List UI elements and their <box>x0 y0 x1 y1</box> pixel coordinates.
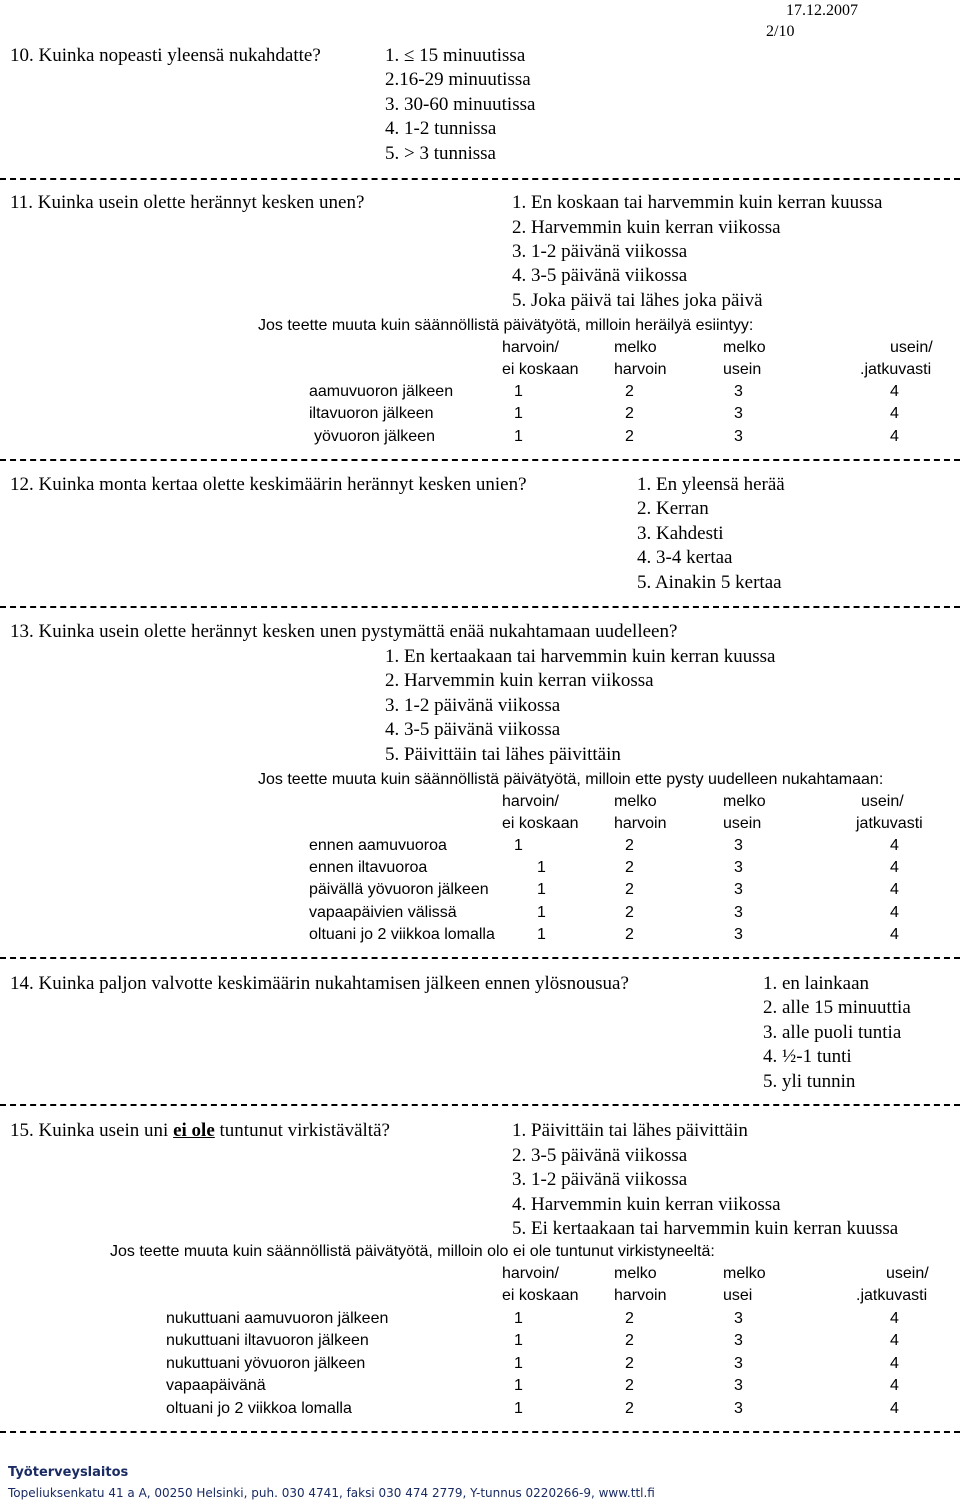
q15-row-value: 3 <box>734 1332 743 1349</box>
q13-col1-header-line2: ei koskaan <box>502 815 579 832</box>
document-date: 17.12.2007 <box>786 2 858 19</box>
q15-col4-header-line2: .jatkuvasti <box>856 1287 928 1304</box>
q15-row-value: 3 <box>734 1377 743 1394</box>
q11-option-5: 5. Joka päivä tai lähes joka päivä <box>512 290 763 311</box>
footer-address: Topeliuksenkatu 41 a A, 00250 Helsinki, puh. 030 4741, faksi 030 474 2779, Y-tunnus 0220266-9, www.ttl.fi <box>8 1486 655 1500</box>
q15-row-value: 2 <box>625 1310 634 1327</box>
q11-row-value: 4 <box>890 428 899 445</box>
q15-row-value: 4 <box>890 1377 899 1394</box>
q12-option-4: 4. 3-4 kertaa <box>637 547 733 568</box>
q10-option-1: 1. ≤ 15 minuutissa <box>385 45 526 66</box>
q10-option-4: 4. 1-2 tunnissa <box>385 118 497 139</box>
q11-col4-header-line2: .jatkuvasti <box>860 361 932 378</box>
q15-row-value: 2 <box>625 1355 634 1372</box>
q11-col2-header-line2: harvoin <box>614 361 667 378</box>
q13-row-value: 2 <box>625 904 634 921</box>
q11-col2-header-line1: melko <box>614 339 657 356</box>
q13-col4-header-line2: jatkuvasti <box>856 815 923 832</box>
q11-row-value: 4 <box>890 383 899 400</box>
q13-row-label: vapaapäivien välissä <box>309 904 457 921</box>
q13-option-3: 3. 1-2 päivänä viikossa <box>385 695 561 716</box>
q15-row-value: 3 <box>734 1310 743 1327</box>
q15-row-value: 4 <box>890 1355 899 1372</box>
q13-row-value: 2 <box>625 859 634 876</box>
q11-row-value: 3 <box>734 383 743 400</box>
q10-option-2: 2.16-29 minuutissa <box>385 69 531 90</box>
q13-row-value: 2 <box>625 926 634 943</box>
q15-row-value: 3 <box>734 1400 743 1417</box>
q15-row-label: oltuani jo 2 viikkoa lomalla <box>166 1400 352 1417</box>
q15-row-value: 3 <box>734 1355 743 1372</box>
footer-organization: Työterveyslaitos <box>8 1465 129 1480</box>
q13-option-2: 2. Harvemmin kuin kerran viikossa <box>385 670 654 691</box>
question-13: 13. Kuinka usein olette herännyt kesken unen pystymättä enää nukahtamaan uudelleen? <box>10 621 678 642</box>
q11-col4-header-line1: usein/ <box>890 339 933 356</box>
q13-row-value: 3 <box>734 837 743 854</box>
q15-col2-header-line2: harvoin <box>614 1287 667 1304</box>
q13-option-1: 1. En kertaakaan tai harvemmin kuin kerran kuussa <box>385 646 776 667</box>
section-divider <box>0 178 960 180</box>
q13-row-value: 2 <box>625 837 634 854</box>
q13-option-5: 5. Päivittäin tai lähes päivittäin <box>385 744 621 765</box>
q13-col2-header-line1: melko <box>614 793 657 810</box>
q15-option-3: 3. 1-2 päivänä viikossa <box>512 1169 688 1190</box>
q13-row-value: 4 <box>890 881 899 898</box>
q11-option-1: 1. En koskaan tai harvemmin kuin kerran kuussa <box>512 192 883 213</box>
q13-col4-header-line1: usein/ <box>861 793 904 810</box>
q15-col1-header-line1: harvoin/ <box>502 1265 559 1282</box>
q15-row-value: 2 <box>625 1332 634 1349</box>
q11-row-value: 4 <box>890 405 899 422</box>
q13-col1-header-line1: harvoin/ <box>502 793 559 810</box>
section-divider <box>0 459 960 461</box>
q11-row-value: 1 <box>514 428 523 445</box>
q11-row-value: 2 <box>625 405 634 422</box>
q15-row-value: 1 <box>514 1355 523 1372</box>
q13-row-value: 1 <box>514 837 523 854</box>
question-10: 10. Kuinka nopeasti yleensä nukahdatte? <box>10 45 321 66</box>
q15-option-1: 1. Päivittäin tai lähes päivittäin <box>512 1120 748 1141</box>
q13-row-value: 3 <box>734 859 743 876</box>
q14-option-5: 5. yli tunnin <box>763 1071 856 1092</box>
q11-col1-header-line1: harvoin/ <box>502 339 559 356</box>
section-divider <box>0 957 960 959</box>
q12-option-2: 2. Kerran <box>637 498 709 519</box>
q13-col3-header-line2: usein <box>723 815 762 832</box>
question-15 <box>10 1121 390 1140</box>
q15-row-value: 1 <box>514 1310 523 1327</box>
q13-row-value: 4 <box>890 926 899 943</box>
q15-row-value: 4 <box>890 1310 899 1327</box>
q15-row-value: 2 <box>625 1377 634 1394</box>
q14-option-3: 3. alle puoli tuntia <box>763 1022 902 1043</box>
q15-option-4: 4. Harvemmin kuin kerran viikossa <box>512 1194 781 1215</box>
q15-option-2: 2. 3-5 päivänä viikossa <box>512 1145 688 1166</box>
q11-row-value: 3 <box>734 405 743 422</box>
q11-row-label: aamuvuoron jälkeen <box>309 383 454 400</box>
q11-row-value: 1 <box>514 383 523 400</box>
section-divider <box>0 606 960 608</box>
q11-row-label: iltavuoron jälkeen <box>309 405 434 422</box>
q13-row-label: ennen aamuvuoroa <box>309 837 447 854</box>
q15-row-value: 2 <box>625 1400 634 1417</box>
section-divider <box>0 1104 960 1106</box>
q13-row-value: 1 <box>537 926 546 943</box>
q15-row-value: 1 <box>514 1332 523 1349</box>
q15-row-value: 1 <box>514 1377 523 1394</box>
q13-option-4: 4. 3-5 päivänä viikossa <box>385 719 561 740</box>
q11-option-4: 4. 3-5 päivänä viikossa <box>512 265 688 286</box>
q12-option-3: 3. Kahdesti <box>637 523 724 544</box>
q15-row-value: 4 <box>890 1400 899 1417</box>
q11-row-label: yövuoron jälkeen <box>314 428 435 445</box>
q11-col3-header-line2: usein <box>723 361 762 378</box>
q15-question-start: 15. Kuinka usein uni <box>10 1120 169 1141</box>
q15-col1-header-line2: ei koskaan <box>502 1287 579 1304</box>
q15-col4-header-line1: usein/ <box>886 1265 929 1282</box>
q15-question-emphasis: ei ole <box>173 1120 215 1141</box>
q14-option-1: 1. en lainkaan <box>763 973 870 994</box>
q14-option-4: 4. ½-1 tunti <box>763 1046 852 1067</box>
q14-option-2: 2. alle 15 minuuttia <box>763 997 911 1018</box>
q11-col1-header-line2: ei koskaan <box>502 361 579 378</box>
q11-row-value: 1 <box>514 405 523 422</box>
q11-option-3: 3. 1-2 päivänä viikossa <box>512 241 688 262</box>
q13-row-value: 1 <box>537 859 546 876</box>
q13-row-value: 3 <box>734 926 743 943</box>
q13-row-value: 4 <box>890 859 899 876</box>
section-divider <box>0 1431 960 1433</box>
q11-col3-header-line1: melko <box>723 339 766 356</box>
q12-option-1: 1. En yleensä herää <box>637 474 785 495</box>
q10-option-5: 5. > 3 tunnissa <box>385 143 496 164</box>
q15-row-label: nukuttuani iltavuoron jälkeen <box>166 1332 369 1349</box>
q15-row-label: nukuttuani aamuvuoron jälkeen <box>166 1310 389 1327</box>
q13-shift-question: Jos teette muuta kuin säännöllistä päivätyötä, milloin ette pysty uudelleen nukahtamaan: <box>258 771 884 788</box>
q13-col2-header-line2: harvoin <box>614 815 667 832</box>
question-14: 14. Kuinka paljon valvotte keskimäärin nukahtamisen jälkeen ennen ylösnousua? <box>10 973 629 994</box>
q13-row-label: ennen iltavuoroa <box>309 859 428 876</box>
question-11: 11. Kuinka usein olette herännyt kesken unen? <box>10 192 365 213</box>
q15-shift-question: Jos teette muuta kuin säännöllistä päivätyötä, milloin olo ei ole tuntunut virkistyneeltä: <box>110 1243 715 1260</box>
question-12: 12. Kuinka monta kertaa olette keskimäärin herännyt kesken unien? <box>10 474 527 495</box>
q15-col3-header-line2: usei <box>723 1287 753 1304</box>
q15-col3-header-line1: melko <box>723 1265 766 1282</box>
q13-row-label: oltuani jo 2 viikkoa lomalla <box>309 926 495 943</box>
q11-option-2: 2. Harvemmin kuin kerran viikossa <box>512 217 781 238</box>
q12-option-5: 5. Ainakin 5 kertaa <box>637 572 782 593</box>
q15-option-5: 5. Ei kertaakaan tai harvemmin kuin kerran kuussa <box>512 1218 899 1239</box>
q13-row-value: 1 <box>537 904 546 921</box>
q13-row-label: päivällä yövuoron jälkeen <box>309 881 489 898</box>
q13-row-value: 3 <box>734 881 743 898</box>
q15-row-label: vapaapäivänä <box>166 1377 266 1394</box>
q13-row-value: 4 <box>890 904 899 921</box>
page-number: 2/10 <box>766 23 795 40</box>
q11-row-value: 2 <box>625 428 634 445</box>
q15-col2-header-line1: melko <box>614 1265 657 1282</box>
q11-shift-question: Jos teette muuta kuin säännöllistä päivätyötä, milloin heräilyä esiintyy: <box>258 317 754 334</box>
q15-question-end: tuntunut virkistävältä? <box>219 1120 390 1141</box>
q13-row-value: 4 <box>890 837 899 854</box>
q13-row-value: 2 <box>625 881 634 898</box>
q15-row-value: 1 <box>514 1400 523 1417</box>
q11-row-value: 2 <box>625 383 634 400</box>
q15-row-value: 4 <box>890 1332 899 1349</box>
q13-col3-header-line1: melko <box>723 793 766 810</box>
q10-option-3: 3. 30-60 minuutissa <box>385 94 536 115</box>
q13-row-value: 3 <box>734 904 743 921</box>
q15-row-label: nukuttuani yövuoron jälkeen <box>166 1355 366 1372</box>
q11-row-value: 3 <box>734 428 743 445</box>
q13-row-value: 1 <box>537 881 546 898</box>
